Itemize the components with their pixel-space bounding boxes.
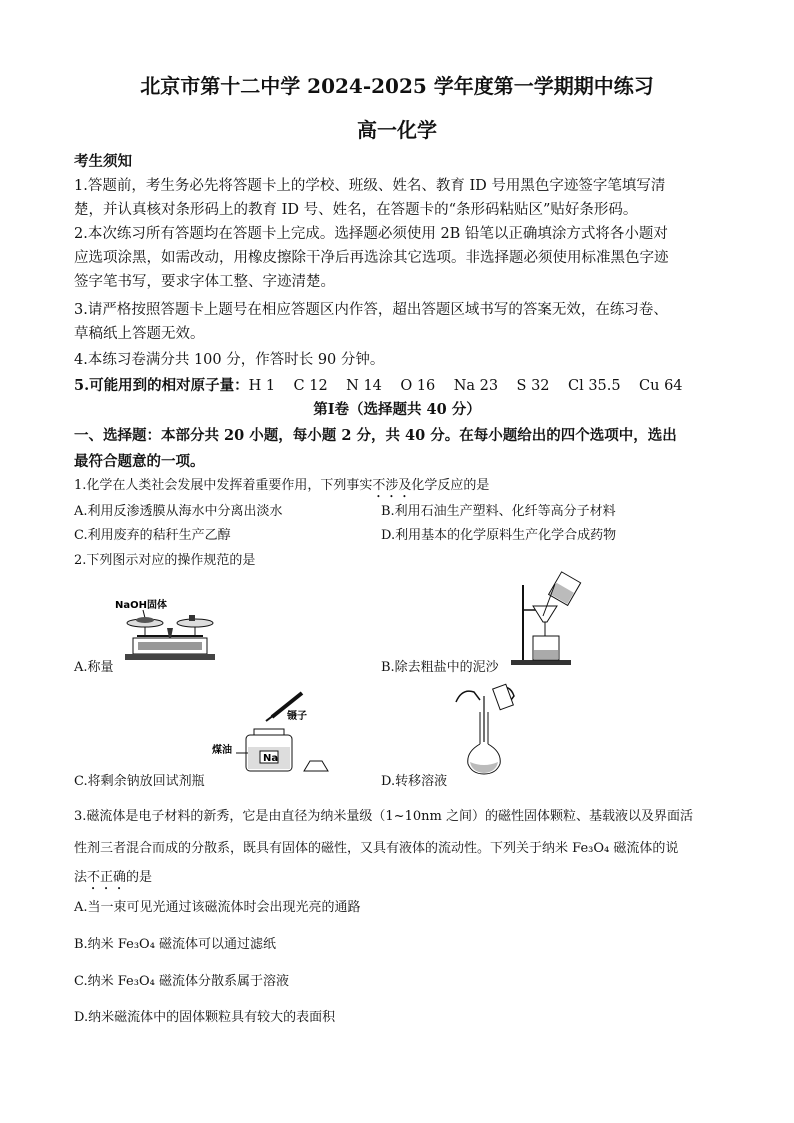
filtration-figure	[505, 570, 605, 670]
q3-stem-text: 法	[74, 870, 88, 885]
q2-stem: 2.下列图示对应的操作规范的是	[74, 553, 256, 568]
volumetric-flask-figure	[448, 682, 528, 777]
q2-option-c: C.将剩余钠放回试剂瓶	[74, 774, 205, 789]
q2-option-d: D.转移溶液	[381, 774, 448, 789]
q3-stem-line: 性剂三者混合而成的分散系，既具有固体的磁性，又具有液体的流动性。下列关于纳米 Fe₃O₄ 磁流体的说	[74, 841, 679, 856]
q1-stem-text: 化学反应的是	[411, 478, 490, 493]
q1-option-c: C.利用废弃的秸秆生产乙醇	[74, 528, 231, 543]
notice-line: 应选项涂黑，如需改动，用橡皮擦除干净后再选涂其它选项。非选择题必须使用标准黑色字迹	[74, 250, 669, 266]
q2-option-a: A.称量	[74, 660, 114, 675]
q1-stem	[74, 474, 489, 501]
na-label: Na	[263, 753, 279, 764]
notice-line: 楚，并认真核对条形码上的教育 ID 号、姓名，在答题卡的“条形码粘贴区”贴好条形码。	[74, 202, 638, 218]
atomic-mass-line	[74, 374, 683, 395]
balance-figure	[105, 598, 220, 666]
section-instruction: 最符合题意的一项。	[74, 453, 205, 470]
q3-stem-line	[74, 866, 152, 893]
notice-line: 3.请严格按照答题卡上题号在相应答题区内作答，超出答题区域书写的答案无效，在练习卷、	[74, 302, 668, 318]
q1-option-a: A.利用反渗透膜从海水中分离出淡水	[74, 504, 283, 519]
section-title: 第Ⅰ卷（选择题共 40 分）	[313, 401, 481, 418]
sodium-bottle-figure	[212, 685, 337, 777]
atomic-mass-values: H 1 C 12 N 14 O 16 Na 23 S 32 Cl 35.5 Cu 64	[248, 378, 683, 394]
tweezers-label: 镊子	[287, 711, 307, 722]
page-title: 北京市第十二中学 2024-2025 学年度第一学期期中练习	[140, 74, 654, 98]
q3-option-d: D.纳米磁流体中的固体颗粒具有较大的表面积	[74, 1010, 336, 1025]
q3-option-c: C.纳米 Fe₃O₄ 磁流体分散系属于溶液	[74, 974, 289, 989]
atomic-mass-label: 5.可能用到的相对原子量：	[74, 377, 249, 394]
notice-heading: 考生须知	[74, 153, 132, 170]
kerosene-label: 煤油	[212, 745, 232, 756]
q2-option-b: B.除去粗盐中的泥沙	[381, 660, 499, 675]
section-instruction: 一、选择题：本部分共 20 小题，每小题 2 分，共 40 分。在每小题给出的四个选项中，选出	[74, 427, 677, 444]
notice-line: 1.答题前，考生务必先将答题卡上的学校、班级、姓名、教育 ID 号用黑色字迹签字笔填写清	[74, 178, 666, 194]
page-subtitle: 高一化学	[357, 118, 437, 142]
notice-line: 2.本次练习所有答题均在答题卡上完成。选择题必须使用 2B 铅笔以正确填涂方式将各小题对	[74, 226, 668, 242]
q3-option-a: A.当一束可见光通过该磁流体时会出现光亮的通路	[74, 900, 361, 915]
notice-line: 草稿纸上答题无效。	[74, 326, 205, 342]
naoh-label: NaOH固体	[115, 600, 167, 611]
q3-stem-emphasis: 不正确	[87, 870, 127, 885]
q1-stem-text: 1.化学在人类社会发展中发挥着重要作用，下列事实	[74, 478, 373, 493]
q1-option-d: D.利用基本的化学原料生产化学合成药物	[381, 528, 617, 543]
q1-stem-emphasis: 不涉及	[372, 478, 412, 493]
q1-option-b: B.利用石油生产塑料、化纤等高分子材料	[381, 504, 616, 519]
q3-option-b: B.纳米 Fe₃O₄ 磁流体可以通过滤纸	[74, 937, 277, 952]
q3-stem-line: 3.磁流体是电子材料的新秀，它是由直径为纳米量级（1~10nm 之间）的磁性固体颗粒、基载液以及界面活	[74, 809, 693, 824]
notice-line: 签字笔书写，要求字体工整、字迹清楚。	[74, 274, 335, 290]
q3-stem-text: 的是	[126, 870, 153, 885]
notice-line: 4.本练习卷满分共 100 分，作答时长 90 分钟。	[74, 352, 385, 368]
